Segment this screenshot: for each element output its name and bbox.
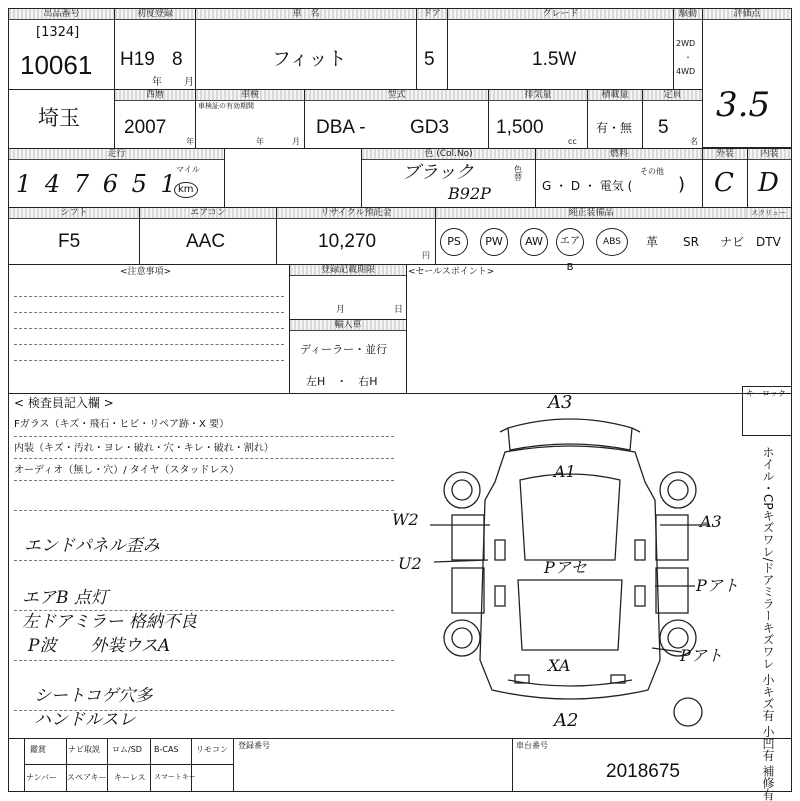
mark-top: A3 bbox=[548, 392, 573, 413]
blank-cell bbox=[224, 148, 362, 208]
shaken-note: 車検証の有効期間 bbox=[198, 102, 254, 110]
color-note: 色替 bbox=[514, 165, 522, 182]
label-inspector: < 検査員記入欄 > bbox=[14, 396, 114, 410]
aircon-value: AAC bbox=[186, 231, 226, 252]
label-grade: グレード bbox=[448, 9, 673, 20]
recycle-unit: 円 bbox=[422, 251, 430, 260]
mark-w2: W2 bbox=[392, 510, 419, 529]
type-prefix: DBA - bbox=[316, 117, 366, 138]
label-keylock: キーロック bbox=[746, 389, 786, 398]
label-import: 輸入車 bbox=[290, 320, 406, 331]
month: 8 bbox=[172, 49, 183, 70]
score-value: 3.5 bbox=[716, 85, 771, 125]
color-name: ブラック bbox=[402, 162, 474, 183]
footer-top-5: リモコン bbox=[196, 745, 228, 754]
label-shaken: 車検 bbox=[196, 90, 304, 101]
doors-value: 5 bbox=[424, 49, 435, 70]
label-serial: 車台番号 bbox=[516, 741, 548, 750]
lot-number: 10061 bbox=[20, 50, 93, 80]
label-shift: シフト bbox=[9, 208, 139, 219]
mileage-km: km bbox=[174, 182, 198, 198]
mark-u2: U2 bbox=[398, 554, 422, 573]
color-code: B92P bbox=[448, 184, 491, 203]
label-aircon: エアコン bbox=[140, 208, 276, 219]
label-mileage: 走行 bbox=[9, 149, 224, 160]
equip-pw: PW bbox=[480, 228, 508, 256]
label-interior: 内装 bbox=[748, 149, 791, 160]
inspection-line3: オーディオ（無し・穴）/ タイヤ（スタッドレス） bbox=[14, 465, 240, 476]
label-recycle: リサイクル預託金 bbox=[277, 208, 435, 219]
loading-value: 有・無 bbox=[596, 121, 633, 135]
handle: 左H ・ 右H bbox=[306, 375, 378, 388]
footer-bottom-3: キーレス bbox=[114, 773, 146, 782]
caution-cell bbox=[8, 264, 290, 394]
footer-bottom-2: スペアキー bbox=[67, 773, 107, 782]
mark-bottom: A2 bbox=[554, 710, 579, 731]
recycle-value: 10,270 bbox=[318, 231, 377, 252]
label-color: 色 (Col.No) bbox=[362, 149, 535, 160]
fuel-other: その他 bbox=[640, 167, 664, 176]
equip-abs: ABS bbox=[596, 228, 628, 256]
note-6: ハンドルスレ bbox=[34, 710, 136, 730]
label-cc: 排気量 bbox=[489, 90, 587, 101]
label-year: 西暦 bbox=[115, 90, 195, 101]
drive-sep: ・ bbox=[684, 53, 692, 62]
drive-4wd: 4WD bbox=[676, 67, 696, 76]
reg-day: 日 bbox=[394, 305, 404, 315]
year-unit: 年 bbox=[152, 77, 162, 88]
mileage-mile: マイル bbox=[176, 165, 200, 174]
lot-code: [1324] bbox=[36, 25, 80, 40]
side-text: ホイル・CPキズワレ/ドアミラーキズワレ 小キズ有 小凹有 補修有 bbox=[761, 446, 775, 801]
equip-dtv: DTV bbox=[756, 235, 781, 249]
equip-navi: ナビ bbox=[720, 235, 745, 249]
mileage-value: 1 4 7 6 5 1 bbox=[16, 170, 179, 198]
capacity-value: 5 bbox=[658, 117, 669, 138]
reg-month: 月 bbox=[336, 305, 346, 315]
equip-sr: SR bbox=[683, 235, 699, 249]
note-1: エンドパネル歪み bbox=[24, 536, 160, 556]
footer-top-2: ナビ取説 bbox=[68, 745, 100, 754]
label-salespoint: <セールスポイント> bbox=[408, 267, 495, 277]
label-fuel: 燃料 bbox=[536, 149, 702, 160]
label-caution: <注意事項> bbox=[120, 267, 172, 277]
label-screw: スクリュー bbox=[746, 208, 791, 219]
equip-aw: AW bbox=[520, 228, 548, 256]
label-reg-no: 登録番号 bbox=[238, 741, 270, 750]
note-5: シートコゲ穴多 bbox=[34, 686, 153, 706]
fuel-options: G ・ D ・ 電気 ( bbox=[542, 179, 633, 193]
label-loading: 積載量 bbox=[588, 90, 642, 101]
footer-top-3: ロム/SD bbox=[112, 745, 142, 754]
int-grade: D bbox=[758, 168, 779, 198]
label-exterior: 外装 bbox=[703, 149, 747, 160]
score-cell bbox=[702, 8, 792, 148]
cc-unit: cc bbox=[568, 137, 577, 146]
model-name: フィット bbox=[272, 49, 347, 70]
grade-value: 1.5W bbox=[532, 49, 577, 70]
era: H19 bbox=[120, 49, 155, 70]
label-equipment: 純正装備品 bbox=[436, 208, 746, 219]
capacity-unit: 名 bbox=[690, 137, 698, 146]
month-unit: 月 bbox=[184, 77, 194, 88]
footer-top-1: 鑑賞 bbox=[30, 745, 46, 754]
drive-2wd: 2WD bbox=[676, 39, 696, 48]
note-2: エアB 点灯 bbox=[22, 588, 108, 608]
year-value: 2007 bbox=[124, 117, 167, 138]
shaken-year: 年 bbox=[256, 137, 264, 146]
label-model: 車 名 bbox=[196, 9, 416, 20]
shaken-month: 月 bbox=[292, 137, 300, 146]
footer-bottom-4: スマートキー bbox=[154, 773, 196, 781]
footer-top-4: B-CAS bbox=[154, 745, 179, 754]
note-4: P波 外装ウスA bbox=[28, 636, 171, 656]
shift-value: F5 bbox=[58, 231, 81, 252]
equip-leather: 革 bbox=[646, 235, 659, 249]
salespoint-cell bbox=[406, 264, 792, 394]
label-exhibit: 出品番号 bbox=[9, 9, 114, 20]
mark-center: Pアセ bbox=[544, 558, 587, 577]
inspection-line1: Fガラス（キズ・飛石・ヒビ・リペア跡・X 要） bbox=[14, 419, 230, 430]
label-doors: ドア bbox=[417, 9, 447, 20]
mark-pa2: Pアト bbox=[680, 646, 723, 665]
fuel-close: ) bbox=[678, 174, 686, 195]
mark-xa: XA bbox=[548, 656, 571, 675]
inspection-line2: 内装（キズ・汚れ・ヨレ・破れ・穴・キレ・破れ・割れ） bbox=[14, 443, 274, 454]
equip-airbag: エアB bbox=[556, 228, 584, 256]
label-type: 型式 bbox=[305, 90, 488, 101]
label-score: 評価点 bbox=[703, 9, 791, 20]
serial-value: 2018675 bbox=[606, 761, 680, 782]
label-first-reg: 初度登録 bbox=[115, 9, 195, 20]
cc-value: 1,500 bbox=[496, 117, 544, 138]
mark-pa1: Pアト bbox=[696, 576, 739, 595]
mark-a3-right: A3 bbox=[700, 512, 722, 531]
type-code: GD3 bbox=[410, 117, 450, 138]
label-reg: 登録記載期限 bbox=[290, 265, 406, 276]
equip-ps: PS bbox=[440, 228, 468, 256]
mark-a1: A1 bbox=[554, 462, 576, 481]
note-3: 左ドアミラー 格納不良 bbox=[22, 612, 197, 632]
region-value: 埼玉 bbox=[38, 107, 80, 130]
label-drive: 駆動 bbox=[674, 9, 702, 20]
ext-grade: C bbox=[714, 168, 734, 198]
dealer: ディーラー・並行 bbox=[300, 343, 388, 356]
drive-cell bbox=[673, 8, 703, 90]
label-capacity: 定員 bbox=[643, 90, 702, 101]
footer-bottom-1: ナンバー bbox=[26, 773, 58, 782]
year-unit2: 年 bbox=[186, 137, 194, 146]
